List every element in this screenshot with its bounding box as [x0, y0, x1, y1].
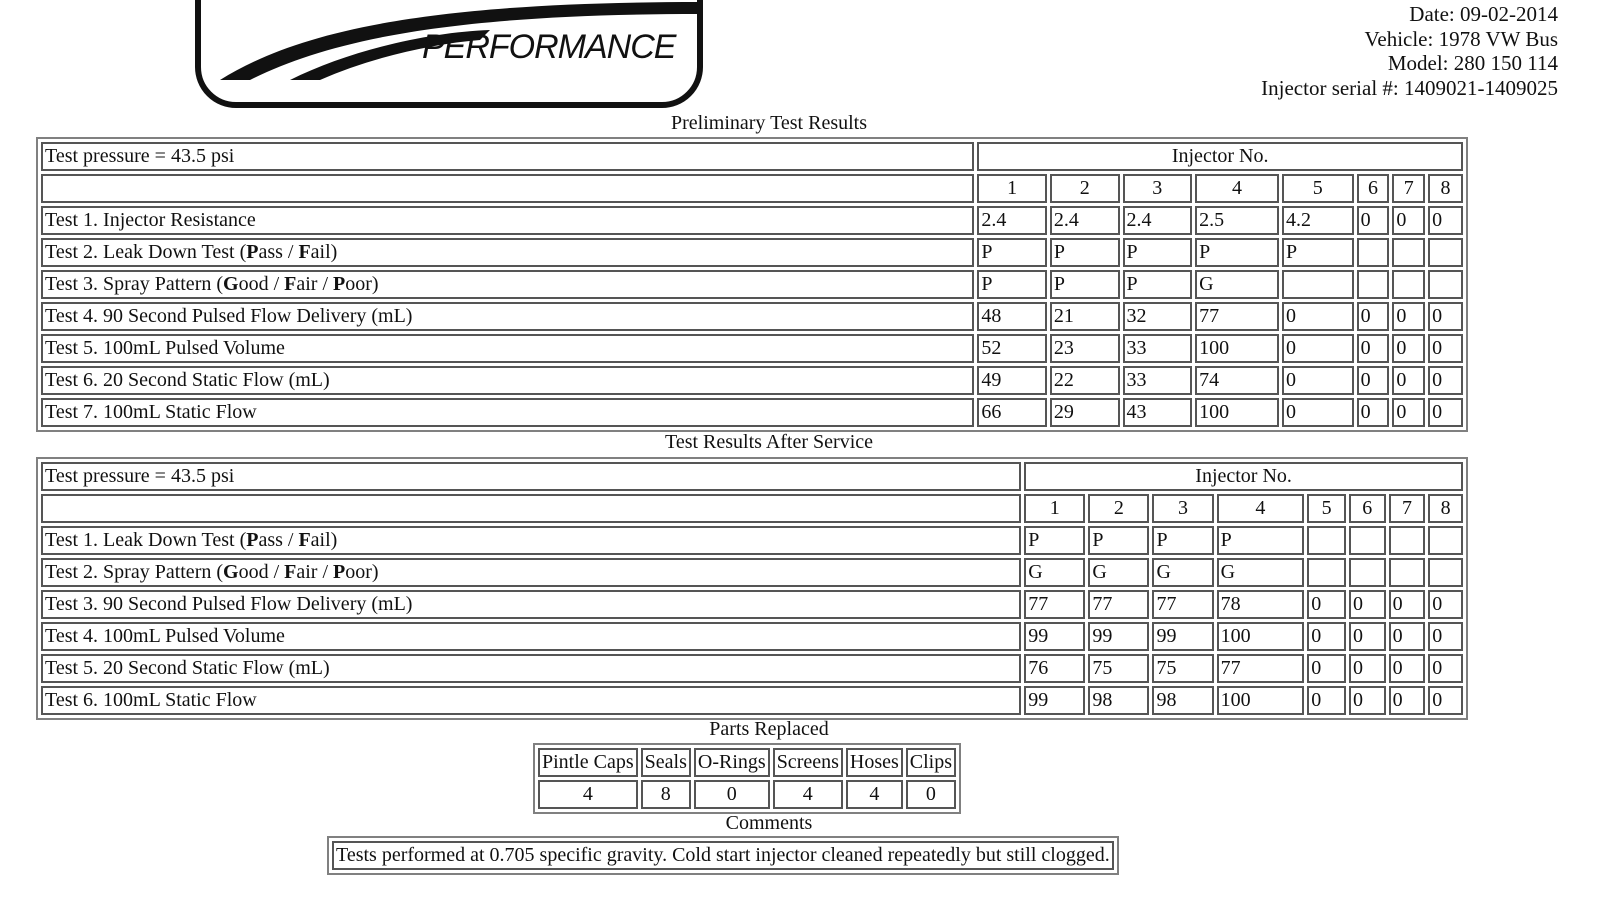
parts-header-row	[538, 748, 956, 777]
table-row	[41, 334, 1463, 363]
parts-header-cell: Screens	[773, 748, 843, 777]
pressure-row	[41, 142, 1463, 171]
injector-value-cell	[1389, 526, 1426, 555]
test-pressure-cell: Test pressure = 43.5 psi	[41, 462, 1021, 491]
table-row	[41, 206, 1463, 235]
injector-value-cell: 21	[1050, 302, 1120, 331]
test-label-part: Test 3. Spray Pattern (	[45, 273, 224, 295]
injector-value-cell: 2.4	[977, 206, 1047, 235]
parts-header-cell: Clips	[906, 748, 956, 777]
injector-value-cell	[1428, 238, 1463, 267]
injector-value-cell: 66	[977, 398, 1047, 427]
test-label-cell	[41, 526, 1021, 555]
injector-value-cell: 0	[1392, 398, 1425, 427]
test-label-part: Test 1. Leak Down Test (	[45, 529, 247, 551]
injector-value-cell: 0	[1282, 334, 1354, 363]
test-label-cell	[41, 334, 974, 363]
injector-value-cell: 33	[1123, 366, 1193, 395]
comments-text: Tests performed at 0.705 specific gravity. Cold start injector cleaned repeatedly but still clogged.	[332, 841, 1114, 870]
injector-value-cell: 100	[1195, 398, 1279, 427]
table-row	[41, 526, 1463, 555]
injector-value-cell: 0	[1307, 622, 1346, 651]
injector-value-cell	[1389, 558, 1426, 587]
test-label-part: Test 5. 100mL Pulsed Volume	[45, 337, 285, 359]
injector-value-cell	[1392, 238, 1425, 267]
parts-value-cell: 0	[694, 780, 770, 809]
test-label-cell	[41, 302, 974, 331]
injector-no-header: Injector No.	[977, 142, 1463, 171]
parts-value-cell: 4	[773, 780, 843, 809]
injector-value-cell: 22	[1050, 366, 1120, 395]
injector-number-cell: 2	[1050, 174, 1120, 203]
test-label-part: P	[246, 241, 259, 263]
test-label-part: ail)	[310, 529, 338, 551]
table-row	[41, 558, 1463, 587]
test-label-cell	[41, 654, 1021, 683]
injector-value-cell	[1349, 526, 1386, 555]
injector-value-cell: 0	[1392, 206, 1425, 235]
injector-value-cell: 0	[1349, 590, 1386, 619]
test-label-cell	[41, 622, 1021, 651]
injector-number-cell: 2	[1088, 494, 1149, 523]
test-label-part: G	[223, 273, 239, 295]
injector-value-cell: 29	[1050, 398, 1120, 427]
injector-value-cell: 0	[1307, 654, 1346, 683]
test-label-part: P	[333, 273, 346, 295]
injector-value-cell: 0	[1428, 622, 1463, 651]
preliminary-results-table	[36, 137, 1468, 432]
test-label-part: Test 4. 90 Second Pulsed Flow Delivery (mL)	[45, 305, 413, 327]
injector-value-cell: 0	[1307, 590, 1346, 619]
injector-number-cell: 1	[1024, 494, 1085, 523]
injector-value-cell: 0	[1389, 622, 1426, 651]
injector-number-cell: 6	[1357, 174, 1390, 203]
test-label-part: ass /	[258, 529, 299, 551]
test-label-part: G	[223, 561, 239, 583]
injector-value-cell: 0	[1357, 206, 1390, 235]
injector-number-row	[41, 174, 1463, 203]
test-label-part: F	[298, 241, 311, 263]
injector-value-cell	[1349, 558, 1386, 587]
blank-header-cell	[41, 174, 974, 203]
injector-number-cell: 7	[1392, 174, 1425, 203]
injector-value-cell: 48	[977, 302, 1047, 331]
injector-value-cell: 0	[1357, 334, 1390, 363]
injector-value-cell: 0	[1349, 654, 1386, 683]
injector-value-cell: 0	[1428, 654, 1463, 683]
injector-value-cell: G	[1195, 270, 1279, 299]
injector-number-cell: 4	[1217, 494, 1305, 523]
preliminary-title: Preliminary Test Results	[671, 112, 867, 134]
test-label-part: P	[333, 561, 346, 583]
test-label-part: ood /	[238, 561, 285, 583]
job-info	[1261, 2, 1558, 100]
injector-value-cell	[1307, 526, 1346, 555]
parts-header-cell: Seals	[641, 748, 691, 777]
injector-value-cell: 2.4	[1123, 206, 1193, 235]
injector-value-cell: P	[977, 270, 1047, 299]
test-label-part: oor)	[345, 561, 379, 583]
injector-value-cell: 52	[977, 334, 1047, 363]
injector-value-cell	[1282, 270, 1354, 299]
injector-value-cell: 77	[1088, 590, 1149, 619]
injector-value-cell: 77	[1195, 302, 1279, 331]
injector-value-cell: 78	[1217, 590, 1305, 619]
test-label-part: F	[284, 561, 297, 583]
injector-value-cell: 32	[1123, 302, 1193, 331]
injector-value-cell: 0	[1428, 590, 1463, 619]
injector-value-cell: 33	[1123, 334, 1193, 363]
injector-value-cell: 100	[1217, 622, 1305, 651]
injector-number-cell: 3	[1152, 494, 1213, 523]
test-label-part: air /	[296, 561, 334, 583]
injector-value-cell	[1307, 558, 1346, 587]
test-label-part: ood /	[238, 273, 285, 295]
injector-value-cell: G	[1024, 558, 1085, 587]
parts-header-cell: Pintle Caps	[538, 748, 638, 777]
injector-value-cell: 0	[1428, 334, 1463, 363]
parts-header-cell: O-Rings	[694, 748, 770, 777]
injector-value-cell: 0	[1392, 334, 1425, 363]
injector-value-cell: 77	[1217, 654, 1305, 683]
injector-value-cell: 0	[1282, 366, 1354, 395]
injector-number-cell: 5	[1307, 494, 1346, 523]
injector-value-cell: P	[1152, 526, 1213, 555]
injector-value-cell: 0	[1282, 302, 1354, 331]
injector-number-cell: 6	[1349, 494, 1386, 523]
test-label-cell	[41, 558, 1021, 587]
test-label-part: oor)	[345, 273, 379, 295]
injector-value-cell	[1428, 526, 1463, 555]
injector-value-cell: 77	[1152, 590, 1213, 619]
injector-value-cell: G	[1152, 558, 1213, 587]
parts-value-cell: 0	[906, 780, 956, 809]
date-line: Date: 09-02-2014	[1409, 2, 1558, 26]
injector-value-cell: 98	[1152, 686, 1213, 715]
test-label-part: Test 4. 100mL Pulsed Volume	[45, 625, 285, 647]
injector-value-cell	[1357, 270, 1390, 299]
injector-value-cell: 0	[1428, 206, 1463, 235]
after-service-results-table	[36, 457, 1468, 720]
injector-value-cell: P	[1217, 526, 1305, 555]
injector-value-cell: 23	[1050, 334, 1120, 363]
injector-number-cell: 8	[1428, 494, 1463, 523]
injector-number-cell: 8	[1428, 174, 1463, 203]
injector-value-cell: P	[1024, 526, 1085, 555]
injector-value-cell: 99	[1024, 686, 1085, 715]
parts-value-cell: 4	[846, 780, 903, 809]
injector-value-cell: 100	[1195, 334, 1279, 363]
injector-number-cell: 1	[977, 174, 1047, 203]
test-label-part: Test 5. 20 Second Static Flow (mL)	[45, 657, 330, 679]
test-label-cell	[41, 398, 974, 427]
injector-value-cell: 0	[1282, 398, 1354, 427]
test-label-part: Test 6. 100mL Static Flow	[45, 689, 257, 711]
test-label-part: F	[298, 529, 311, 551]
test-label-part: Test 1. Injector Resistance	[45, 209, 256, 231]
table-row	[41, 590, 1463, 619]
injector-value-cell: G	[1088, 558, 1149, 587]
parts-values-row	[538, 780, 956, 809]
injector-value-cell: 49	[977, 366, 1047, 395]
test-label-part: Test 3. 90 Second Pulsed Flow Delivery (mL)	[45, 593, 413, 615]
test-label-part: ass /	[258, 241, 299, 263]
injector-value-cell: 0	[1349, 622, 1386, 651]
test-label-cell	[41, 238, 974, 267]
injector-value-cell: 4.2	[1282, 206, 1354, 235]
injector-value-cell: 0	[1357, 366, 1390, 395]
injector-value-cell: 75	[1088, 654, 1149, 683]
injector-value-cell	[1428, 558, 1463, 587]
table-row	[41, 270, 1463, 299]
comments-box	[327, 836, 1119, 875]
injector-value-cell: 99	[1152, 622, 1213, 651]
injector-value-cell: 99	[1088, 622, 1149, 651]
test-label-cell	[41, 366, 974, 395]
company-logo	[180, 0, 720, 110]
injector-value-cell: G	[1217, 558, 1305, 587]
injector-value-cell: 0	[1389, 590, 1426, 619]
injector-value-cell: P	[1195, 238, 1279, 267]
test-label-part: Test 2. Leak Down Test (	[45, 241, 247, 263]
injector-value-cell: 99	[1024, 622, 1085, 651]
test-label-cell	[41, 590, 1021, 619]
injector-value-cell: 0	[1428, 302, 1463, 331]
blank-header-cell	[41, 494, 1021, 523]
injector-value-cell: 75	[1152, 654, 1213, 683]
injector-value-cell: P	[1123, 270, 1193, 299]
test-label-part: air /	[296, 273, 334, 295]
test-label-cell	[41, 206, 974, 235]
test-label-part: Test 7. 100mL Static Flow	[45, 401, 257, 423]
injector-value-cell: P	[1123, 238, 1193, 267]
injector-value-cell: 0	[1428, 366, 1463, 395]
injector-value-cell: P	[1050, 270, 1120, 299]
injector-value-cell	[1428, 270, 1463, 299]
parts-value-cell: 8	[641, 780, 691, 809]
injector-value-cell: 0	[1357, 302, 1390, 331]
test-label-cell	[41, 270, 974, 299]
table-row	[41, 686, 1463, 715]
injector-value-cell: 100	[1217, 686, 1305, 715]
injector-value-cell: 77	[1024, 590, 1085, 619]
test-label-part: Test 2. Spray Pattern (	[45, 561, 224, 583]
parts-header-cell: Hoses	[846, 748, 903, 777]
injector-value-cell: 98	[1088, 686, 1149, 715]
table-row	[41, 366, 1463, 395]
vehicle-line: Vehicle: 1978 VW Bus	[1364, 26, 1558, 51]
injector-value-cell: 74	[1195, 366, 1279, 395]
test-pressure-cell: Test pressure = 43.5 psi	[41, 142, 974, 171]
injector-value-cell: 0	[1392, 366, 1425, 395]
injector-value-cell: P	[1282, 238, 1354, 267]
injector-value-cell: P	[1088, 526, 1149, 555]
injector-value-cell: 0	[1349, 686, 1386, 715]
injector-number-cell: 3	[1123, 174, 1193, 203]
injector-number-cell: 5	[1282, 174, 1354, 203]
table-row	[41, 238, 1463, 267]
injector-value-cell	[1392, 270, 1425, 299]
serial-line: Injector serial #: 1409021-1409025	[1261, 75, 1558, 100]
injector-value-cell: 43	[1123, 398, 1193, 427]
table-row	[41, 654, 1463, 683]
injector-value-cell: P	[1050, 238, 1120, 267]
injector-number-cell: 4	[1195, 174, 1279, 203]
injector-value-cell: 0	[1428, 398, 1463, 427]
model-line: Model: 280 150 114	[1387, 51, 1558, 75]
injector-value-cell: 0	[1428, 686, 1463, 715]
parts-replaced-table	[533, 743, 961, 814]
injector-no-header: Injector No.	[1024, 462, 1463, 491]
injector-value-cell: 2.5	[1195, 206, 1279, 235]
injector-value-cell	[1357, 238, 1390, 267]
injector-value-cell: 0	[1307, 686, 1346, 715]
comments-title: Comments	[725, 812, 813, 834]
injector-value-cell: 2.4	[1050, 206, 1120, 235]
test-label-part: ail)	[310, 241, 338, 263]
injector-value-cell: 0	[1389, 654, 1426, 683]
table-row	[41, 398, 1463, 427]
injector-value-cell: 0	[1389, 686, 1426, 715]
test-label-part: F	[284, 273, 297, 295]
pressure-row	[41, 462, 1463, 491]
table-row	[41, 302, 1463, 331]
parts-title: Parts Replaced	[709, 718, 829, 740]
injector-value-cell: 0	[1357, 398, 1390, 427]
injector-number-cell: 7	[1389, 494, 1426, 523]
injector-number-row	[41, 494, 1463, 523]
injector-value-cell: 0	[1392, 302, 1425, 331]
logo-text: PERFORMANCE	[422, 28, 676, 66]
injector-value-cell: P	[977, 238, 1047, 267]
test-label-cell	[41, 686, 1021, 715]
table-row	[41, 622, 1463, 651]
test-label-part: P	[246, 529, 259, 551]
injector-value-cell: 76	[1024, 654, 1085, 683]
after-service-title: Test Results After Service	[665, 431, 873, 453]
test-label-part: Test 6. 20 Second Static Flow (mL)	[45, 369, 330, 391]
parts-value-cell: 4	[538, 780, 638, 809]
